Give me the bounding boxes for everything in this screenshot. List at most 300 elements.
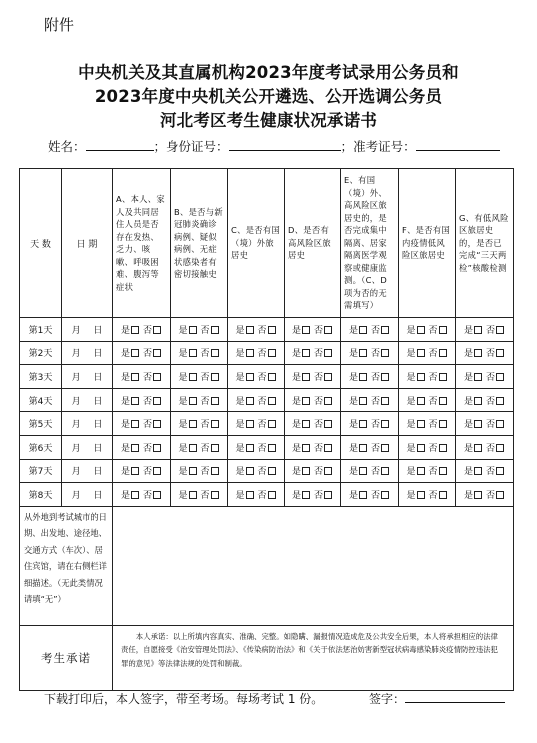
- day-row: [20, 483, 514, 507]
- header-question-d: D、是否有高风险区旅居史: [285, 169, 341, 318]
- no-label: 否: [200, 349, 210, 360]
- yes-checkbox[interactable]: [131, 491, 139, 499]
- yes-checkbox[interactable]: [474, 467, 482, 475]
- footer-text: 下载打印后，本人签字，带至考场。每场考试 1 份。: [44, 692, 324, 706]
- answer-cell-e: [341, 318, 399, 342]
- no-checkbox[interactable]: [439, 420, 447, 428]
- yes-checkbox[interactable]: [189, 420, 197, 428]
- yes-label: 是: [406, 349, 416, 360]
- no-checkbox[interactable]: [153, 397, 161, 405]
- yes-checkbox[interactable]: [417, 397, 425, 405]
- answer-cell-a: [113, 318, 171, 342]
- yes-checkbox[interactable]: [474, 444, 482, 452]
- date-field[interactable]: 月 日: [62, 388, 113, 412]
- no-label: 否: [371, 420, 381, 431]
- no-checkbox[interactable]: [211, 326, 219, 334]
- health-declaration-table: [19, 168, 514, 691]
- no-label: 否: [257, 420, 267, 431]
- answer-cell-b: [171, 483, 228, 507]
- yes-checkbox[interactable]: [131, 420, 139, 428]
- answer-cell-b: [171, 435, 228, 459]
- day-label: 第7天: [20, 459, 62, 483]
- date-field[interactable]: 月 日: [62, 318, 113, 342]
- form-title-line-3: 河北考区考生健康状况承诺书: [159, 111, 378, 130]
- no-checkbox[interactable]: [496, 349, 504, 357]
- yes-label: 是: [463, 467, 473, 478]
- no-label: 否: [428, 420, 438, 431]
- yes-checkbox[interactable]: [417, 349, 425, 357]
- no-label: 否: [428, 372, 438, 383]
- answer-cell-f: [399, 388, 456, 412]
- signature-label: 签字：: [368, 692, 405, 706]
- yes-label: 是: [348, 490, 358, 501]
- no-checkbox[interactable]: [211, 491, 219, 499]
- yes-checkbox[interactable]: [302, 491, 310, 499]
- no-checkbox[interactable]: [439, 491, 447, 499]
- no-checkbox[interactable]: [381, 397, 389, 405]
- yes-label: 是: [235, 325, 245, 336]
- no-checkbox[interactable]: [496, 491, 504, 499]
- id-number-label: 身份证号：: [166, 139, 229, 154]
- yes-checkbox[interactable]: [417, 444, 425, 452]
- yes-checkbox[interactable]: [302, 326, 310, 334]
- yes-label: 是: [463, 372, 473, 383]
- no-checkbox[interactable]: [153, 420, 161, 428]
- answer-cell-a: [113, 365, 171, 389]
- no-checkbox[interactable]: [268, 491, 276, 499]
- no-checkbox[interactable]: [268, 373, 276, 381]
- yes-label: 是: [406, 490, 416, 501]
- no-checkbox[interactable]: [268, 397, 276, 405]
- day-label: 第6天: [20, 435, 62, 459]
- no-checkbox[interactable]: [153, 491, 161, 499]
- yes-label: 是: [178, 443, 188, 454]
- no-label: 否: [486, 420, 496, 431]
- header-question-b: B、是否与新冠肺炎确诊病例、疑似病例、无症状感染者有密切接触史: [171, 169, 228, 318]
- yes-label: 是: [348, 349, 358, 360]
- no-label: 否: [428, 443, 438, 454]
- yes-checkbox[interactable]: [417, 491, 425, 499]
- yes-checkbox[interactable]: [189, 397, 197, 405]
- yes-label: 是: [463, 396, 473, 407]
- no-checkbox[interactable]: [324, 491, 332, 499]
- answer-cell-c: [228, 388, 285, 412]
- no-checkbox[interactable]: [211, 349, 219, 357]
- yes-checkbox[interactable]: [246, 349, 254, 357]
- answer-cell-a: [113, 412, 171, 436]
- no-checkbox[interactable]: [439, 397, 447, 405]
- yes-checkbox[interactable]: [246, 397, 254, 405]
- no-label: 否: [143, 396, 153, 407]
- no-label: 否: [200, 372, 210, 383]
- yes-label: 是: [120, 396, 130, 407]
- no-checkbox[interactable]: [381, 420, 389, 428]
- yes-checkbox[interactable]: [302, 444, 310, 452]
- yes-label: 是: [291, 325, 301, 336]
- answer-cell-b: [171, 318, 228, 342]
- yes-checkbox[interactable]: [131, 349, 139, 357]
- answer-cell-a: [113, 388, 171, 412]
- yes-checkbox[interactable]: [359, 373, 367, 381]
- no-label: 否: [200, 443, 210, 454]
- no-checkbox[interactable]: [153, 373, 161, 381]
- answer-cell-g: [456, 318, 514, 342]
- no-label: 否: [257, 443, 267, 454]
- yes-checkbox[interactable]: [359, 467, 367, 475]
- yes-label: 是: [291, 372, 301, 383]
- yes-checkbox[interactable]: [474, 420, 482, 428]
- no-label: 否: [486, 396, 496, 407]
- date-field[interactable]: 月 日: [62, 483, 113, 507]
- yes-label: 是: [120, 490, 130, 501]
- answer-cell-d: [285, 365, 341, 389]
- no-checkbox[interactable]: [324, 420, 332, 428]
- yes-checkbox[interactable]: [359, 326, 367, 334]
- no-checkbox[interactable]: [211, 397, 219, 405]
- yes-checkbox[interactable]: [189, 349, 197, 357]
- form-title-line-1: 中央机关及其直属机构2023年度考试录用公务员和: [78, 63, 459, 82]
- no-checkbox[interactable]: [439, 349, 447, 357]
- no-label: 否: [143, 490, 153, 501]
- travel-row: [20, 506, 514, 625]
- date-field[interactable]: 月 日: [62, 365, 113, 389]
- answer-cell-f: [399, 341, 456, 365]
- travel-note: 从外地到考试城市的日期、出发地、途径地、交通方式（车次）、居住宾馆，请在右侧栏详细描述。（无此类情况请填“无”）: [20, 506, 113, 625]
- yes-checkbox[interactable]: [302, 349, 310, 357]
- no-checkbox[interactable]: [381, 444, 389, 452]
- no-checkbox[interactable]: [381, 349, 389, 357]
- answer-cell-c: [228, 341, 285, 365]
- yes-checkbox[interactable]: [417, 373, 425, 381]
- no-label: 否: [143, 372, 153, 383]
- attachment-label: 附件: [44, 16, 75, 34]
- yes-label: 是: [235, 396, 245, 407]
- day-label: 第4天: [20, 388, 62, 412]
- answer-cell-a: [113, 483, 171, 507]
- answer-cell-e: [341, 483, 399, 507]
- no-label: 否: [200, 467, 210, 478]
- no-label: 否: [257, 372, 267, 383]
- no-label: 否: [371, 467, 381, 478]
- yes-label: 是: [406, 396, 416, 407]
- no-label: 否: [314, 467, 324, 478]
- no-label: 否: [200, 325, 210, 336]
- no-checkbox[interactable]: [153, 326, 161, 334]
- no-checkbox[interactable]: [268, 444, 276, 452]
- no-label: 否: [143, 443, 153, 454]
- header-day: 天 数: [20, 169, 62, 318]
- answer-cell-d: [285, 341, 341, 365]
- yes-checkbox[interactable]: [189, 467, 197, 475]
- yes-label: 是: [178, 490, 188, 501]
- yes-checkbox[interactable]: [246, 467, 254, 475]
- no-checkbox[interactable]: [211, 444, 219, 452]
- yes-label: 是: [463, 490, 473, 501]
- day-row: [20, 365, 514, 389]
- travel-details-field[interactable]: [113, 506, 514, 625]
- day-label: 第2天: [20, 341, 62, 365]
- yes-label: 是: [348, 443, 358, 454]
- promise-text: 本人承诺：以上所填内容真实、准确、完整。如隐瞒、漏报情况造成危及公共安全后果，本人将承担相应的法律责任，自愿接受《治安管理处罚法》、《传染病防治法》和《关于依法惩治妨害新型冠状病毒感染肺炎疫情防控违法犯罪的意见》等法律法规的处罚和制裁。: [113, 625, 514, 690]
- name-field[interactable]: [86, 138, 154, 151]
- no-label: 否: [314, 325, 324, 336]
- no-checkbox[interactable]: [496, 397, 504, 405]
- yes-checkbox[interactable]: [302, 467, 310, 475]
- no-checkbox[interactable]: [211, 420, 219, 428]
- answer-cell-d: [285, 483, 341, 507]
- yes-label: 是: [406, 467, 416, 478]
- answer-cell-b: [171, 341, 228, 365]
- yes-checkbox[interactable]: [359, 349, 367, 357]
- day-row: [20, 341, 514, 365]
- no-checkbox[interactable]: [496, 326, 504, 334]
- day-label: 第5天: [20, 412, 62, 436]
- no-label: 否: [486, 467, 496, 478]
- yes-label: 是: [235, 443, 245, 454]
- yes-checkbox[interactable]: [131, 444, 139, 452]
- answer-cell-e: [341, 365, 399, 389]
- no-checkbox[interactable]: [324, 444, 332, 452]
- yes-label: 是: [120, 443, 130, 454]
- yes-checkbox[interactable]: [474, 349, 482, 357]
- yes-checkbox[interactable]: [474, 373, 482, 381]
- yes-label: 是: [463, 349, 473, 360]
- no-label: 否: [486, 325, 496, 336]
- no-checkbox[interactable]: [381, 326, 389, 334]
- name-label: 姓名：: [48, 139, 86, 154]
- yes-label: 是: [291, 349, 301, 360]
- yes-label: 是: [235, 420, 245, 431]
- no-label: 否: [143, 467, 153, 478]
- no-label: 否: [257, 325, 267, 336]
- no-label: 否: [428, 349, 438, 360]
- no-label: 否: [428, 396, 438, 407]
- day-row: [20, 435, 514, 459]
- footer-instruction: [44, 690, 505, 707]
- yes-checkbox[interactable]: [189, 491, 197, 499]
- no-label: 否: [314, 420, 324, 431]
- yes-label: 是: [120, 349, 130, 360]
- yes-checkbox[interactable]: [189, 444, 197, 452]
- yes-label: 是: [463, 325, 473, 336]
- day-row: [20, 459, 514, 483]
- day-rows: [20, 318, 514, 507]
- day-label: 第8天: [20, 483, 62, 507]
- header-date: 日 期: [62, 169, 113, 318]
- no-checkbox[interactable]: [381, 467, 389, 475]
- yes-label: 是: [178, 325, 188, 336]
- yes-checkbox[interactable]: [417, 420, 425, 428]
- yes-checkbox[interactable]: [359, 397, 367, 405]
- answer-cell-e: [341, 388, 399, 412]
- yes-label: 是: [348, 467, 358, 478]
- no-checkbox[interactable]: [153, 444, 161, 452]
- id-number-field[interactable]: [229, 138, 341, 151]
- yes-label: 是: [291, 420, 301, 431]
- yes-label: 是: [291, 396, 301, 407]
- no-label: 否: [314, 443, 324, 454]
- header-question-c: C、是否有国（境）外旅居史: [228, 169, 285, 318]
- yes-checkbox[interactable]: [302, 397, 310, 405]
- day-row: [20, 412, 514, 436]
- answer-cell-d: [285, 388, 341, 412]
- answer-cell-g: [456, 388, 514, 412]
- answer-cell-b: [171, 388, 228, 412]
- yes-checkbox[interactable]: [359, 491, 367, 499]
- no-checkbox[interactable]: [381, 491, 389, 499]
- answer-cell-d: [285, 318, 341, 342]
- day-label: 第1天: [20, 318, 62, 342]
- no-checkbox[interactable]: [324, 397, 332, 405]
- no-checkbox[interactable]: [324, 373, 332, 381]
- no-checkbox[interactable]: [496, 467, 504, 475]
- no-label: 否: [428, 467, 438, 478]
- promise-label: 考生承诺: [20, 625, 113, 690]
- header-question-f: F、是否有国内疫情低风险区旅居史: [399, 169, 456, 318]
- no-label: 否: [486, 490, 496, 501]
- no-checkbox[interactable]: [153, 467, 161, 475]
- yes-checkbox[interactable]: [246, 326, 254, 334]
- yes-checkbox[interactable]: [246, 491, 254, 499]
- yes-checkbox[interactable]: [359, 420, 367, 428]
- yes-label: 是: [348, 372, 358, 383]
- yes-checkbox[interactable]: [189, 326, 197, 334]
- no-checkbox[interactable]: [439, 444, 447, 452]
- answer-cell-b: [171, 459, 228, 483]
- yes-checkbox[interactable]: [474, 491, 482, 499]
- no-checkbox[interactable]: [268, 467, 276, 475]
- promise-row: [20, 625, 514, 690]
- no-label: 否: [143, 420, 153, 431]
- no-checkbox[interactable]: [439, 467, 447, 475]
- day-row: [20, 318, 514, 342]
- answer-cell-e: [341, 341, 399, 365]
- yes-label: 是: [120, 372, 130, 383]
- yes-checkbox[interactable]: [417, 467, 425, 475]
- no-label: 否: [257, 467, 267, 478]
- no-checkbox[interactable]: [268, 326, 276, 334]
- no-checkbox[interactable]: [324, 467, 332, 475]
- yes-checkbox[interactable]: [131, 467, 139, 475]
- yes-checkbox[interactable]: [474, 397, 482, 405]
- no-checkbox[interactable]: [211, 373, 219, 381]
- no-label: 否: [314, 396, 324, 407]
- no-label: 否: [371, 443, 381, 454]
- answer-cell-c: [228, 365, 285, 389]
- yes-label: 是: [120, 420, 130, 431]
- yes-checkbox[interactable]: [246, 373, 254, 381]
- header-question-a: A、本人、家人及共同居住人员是否存在发热、乏力、咳嗽、呼吸困难、腹泻等症状: [113, 169, 171, 318]
- no-label: 否: [486, 443, 496, 454]
- no-label: 否: [200, 396, 210, 407]
- yes-label: 是: [406, 420, 416, 431]
- signature-field[interactable]: [405, 690, 505, 703]
- yes-label: 是: [178, 349, 188, 360]
- answer-cell-b: [171, 412, 228, 436]
- yes-label: 是: [406, 443, 416, 454]
- no-label: 否: [428, 490, 438, 501]
- header-question-g: G、有低风险区旅居史的，是否已完成“三天两检”核酸检测: [456, 169, 514, 318]
- no-checkbox[interactable]: [268, 420, 276, 428]
- date-field[interactable]: 月 日: [62, 435, 113, 459]
- yes-checkbox[interactable]: [359, 444, 367, 452]
- yes-label: 是: [348, 325, 358, 336]
- yes-label: 是: [178, 420, 188, 431]
- exam-number-field[interactable]: [416, 138, 500, 151]
- answer-cell-d: [285, 459, 341, 483]
- yes-label: 是: [178, 372, 188, 383]
- no-label: 否: [486, 372, 496, 383]
- answer-cell-e: [341, 459, 399, 483]
- no-label: 否: [200, 420, 210, 431]
- answer-cell-e: [341, 435, 399, 459]
- yes-checkbox[interactable]: [302, 420, 310, 428]
- answer-cell-g: [456, 459, 514, 483]
- no-label: 否: [314, 372, 324, 383]
- yes-checkbox[interactable]: [131, 397, 139, 405]
- answer-cell-g: [456, 435, 514, 459]
- answer-cell-b: [171, 365, 228, 389]
- yes-label: 是: [406, 372, 416, 383]
- date-field[interactable]: 月 日: [62, 459, 113, 483]
- yes-checkbox[interactable]: [246, 420, 254, 428]
- no-label: 否: [200, 490, 210, 501]
- yes-checkbox[interactable]: [131, 326, 139, 334]
- no-checkbox[interactable]: [268, 349, 276, 357]
- no-checkbox[interactable]: [439, 373, 447, 381]
- yes-label: 是: [235, 490, 245, 501]
- date-field[interactable]: 月 日: [62, 341, 113, 365]
- yes-checkbox[interactable]: [474, 326, 482, 334]
- yes-checkbox[interactable]: [302, 373, 310, 381]
- no-label: 否: [257, 349, 267, 360]
- yes-checkbox[interactable]: [189, 373, 197, 381]
- date-field[interactable]: 月 日: [62, 412, 113, 436]
- no-checkbox[interactable]: [324, 326, 332, 334]
- no-label: 否: [371, 349, 381, 360]
- answer-cell-c: [228, 412, 285, 436]
- no-checkbox[interactable]: [381, 373, 389, 381]
- answer-cell-g: [456, 412, 514, 436]
- answer-cell-a: [113, 459, 171, 483]
- yes-label: 是: [406, 325, 416, 336]
- yes-checkbox[interactable]: [417, 326, 425, 334]
- no-label: 否: [143, 325, 153, 336]
- yes-label: 是: [291, 443, 301, 454]
- no-checkbox[interactable]: [439, 326, 447, 334]
- no-checkbox[interactable]: [211, 467, 219, 475]
- no-checkbox[interactable]: [324, 349, 332, 357]
- no-checkbox[interactable]: [153, 349, 161, 357]
- no-checkbox[interactable]: [496, 373, 504, 381]
- yes-label: 是: [120, 467, 130, 478]
- yes-label: 是: [120, 325, 130, 336]
- yes-label: 是: [348, 420, 358, 431]
- answer-cell-f: [399, 435, 456, 459]
- yes-label: 是: [291, 467, 301, 478]
- no-checkbox[interactable]: [496, 444, 504, 452]
- separator: ；: [153, 139, 167, 154]
- no-checkbox[interactable]: [496, 420, 504, 428]
- no-label: 否: [143, 349, 153, 360]
- no-label: 否: [428, 325, 438, 336]
- no-label: 否: [371, 490, 381, 501]
- no-label: 否: [257, 490, 267, 501]
- yes-checkbox[interactable]: [131, 373, 139, 381]
- yes-checkbox[interactable]: [246, 444, 254, 452]
- no-label: 否: [371, 396, 381, 407]
- yes-label: 是: [178, 467, 188, 478]
